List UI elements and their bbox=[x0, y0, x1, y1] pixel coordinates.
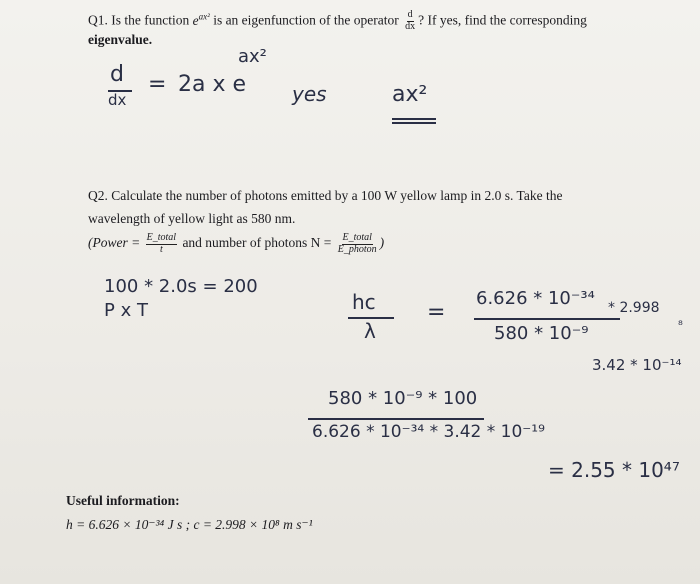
question-2-line-2: wavelength of yellow light as 580 nm. bbox=[88, 211, 296, 226]
hw-planck-numerator: 6.626 * 10⁻³⁴ bbox=[476, 288, 595, 309]
hw-exponent: ax² bbox=[238, 46, 267, 67]
q1-middle-text: is an eigenfunction of the operator bbox=[213, 12, 399, 28]
hw-big-denominator: 6.626 * 10⁻³⁴ * 3.42 * 10⁻¹⁹ bbox=[312, 422, 545, 442]
question-1-line-2: eigenvalue. bbox=[88, 32, 153, 47]
q1-label: Q1. Is the function bbox=[88, 12, 190, 28]
hw-eigenvalue: ax² bbox=[392, 82, 428, 107]
hw-yes: yes bbox=[292, 82, 327, 106]
hw-d-numerator: d bbox=[110, 62, 124, 87]
hw-hc: hc bbox=[352, 290, 376, 314]
hw-final-answer: = 2.55 * 10⁴⁷ bbox=[548, 458, 680, 482]
hw-lambda: λ bbox=[364, 319, 376, 343]
hw-power-calc: 100 * 2.0s = 200 bbox=[104, 276, 258, 297]
q1-function: $e^{ax^2}$ bbox=[192, 11, 210, 28]
question-2-formula: (Power = $\frac{\text{E\_total}}{t}$ and number of photons N = $\frac{\text{E\_total}}{\text{E\_photon}}$ ) bbox=[88, 232, 385, 255]
hw-big-bar bbox=[308, 418, 484, 420]
question-2-line-1: Q2. Calculate the number of photons emitted by a 100 W yellow lamp in 2.0 s. Take the bbox=[88, 188, 563, 203]
hw-equals: = bbox=[148, 72, 167, 97]
hw-times-c: * 2.998 bbox=[608, 300, 660, 316]
hw-dx-denominator: dx bbox=[108, 91, 127, 109]
hw-underline-2 bbox=[392, 122, 436, 124]
useful-info-constants: h = 6.626 × 10⁻³⁴ J s ; c = 2.998 × 10⁸ m s⁻¹ bbox=[66, 517, 313, 532]
hw-big-numerator: 580 * 10⁻⁹ * 100 bbox=[328, 388, 478, 409]
hw-equals-2: = bbox=[427, 300, 446, 325]
q1-operator: $\frac{d}{dx}$ bbox=[405, 9, 416, 32]
question-1-line-1 bbox=[88, 10, 587, 32]
q1-end-text: ? If yes, find the corresponding bbox=[418, 12, 587, 28]
hw-underline-1 bbox=[392, 118, 436, 120]
hw-c-exponent: ⁸ bbox=[678, 318, 683, 332]
useful-info-heading: Useful information: bbox=[66, 493, 180, 508]
hw-wavelength-denominator: 580 * 10⁻⁹ bbox=[494, 323, 589, 344]
hw-planck-bar bbox=[474, 318, 620, 320]
hw-derivative-result: 2a x e bbox=[178, 72, 247, 97]
hw-p-times-t: P x T bbox=[104, 300, 148, 321]
hw-photon-energy: 3.42 * 10⁻¹⁴ bbox=[592, 356, 682, 374]
